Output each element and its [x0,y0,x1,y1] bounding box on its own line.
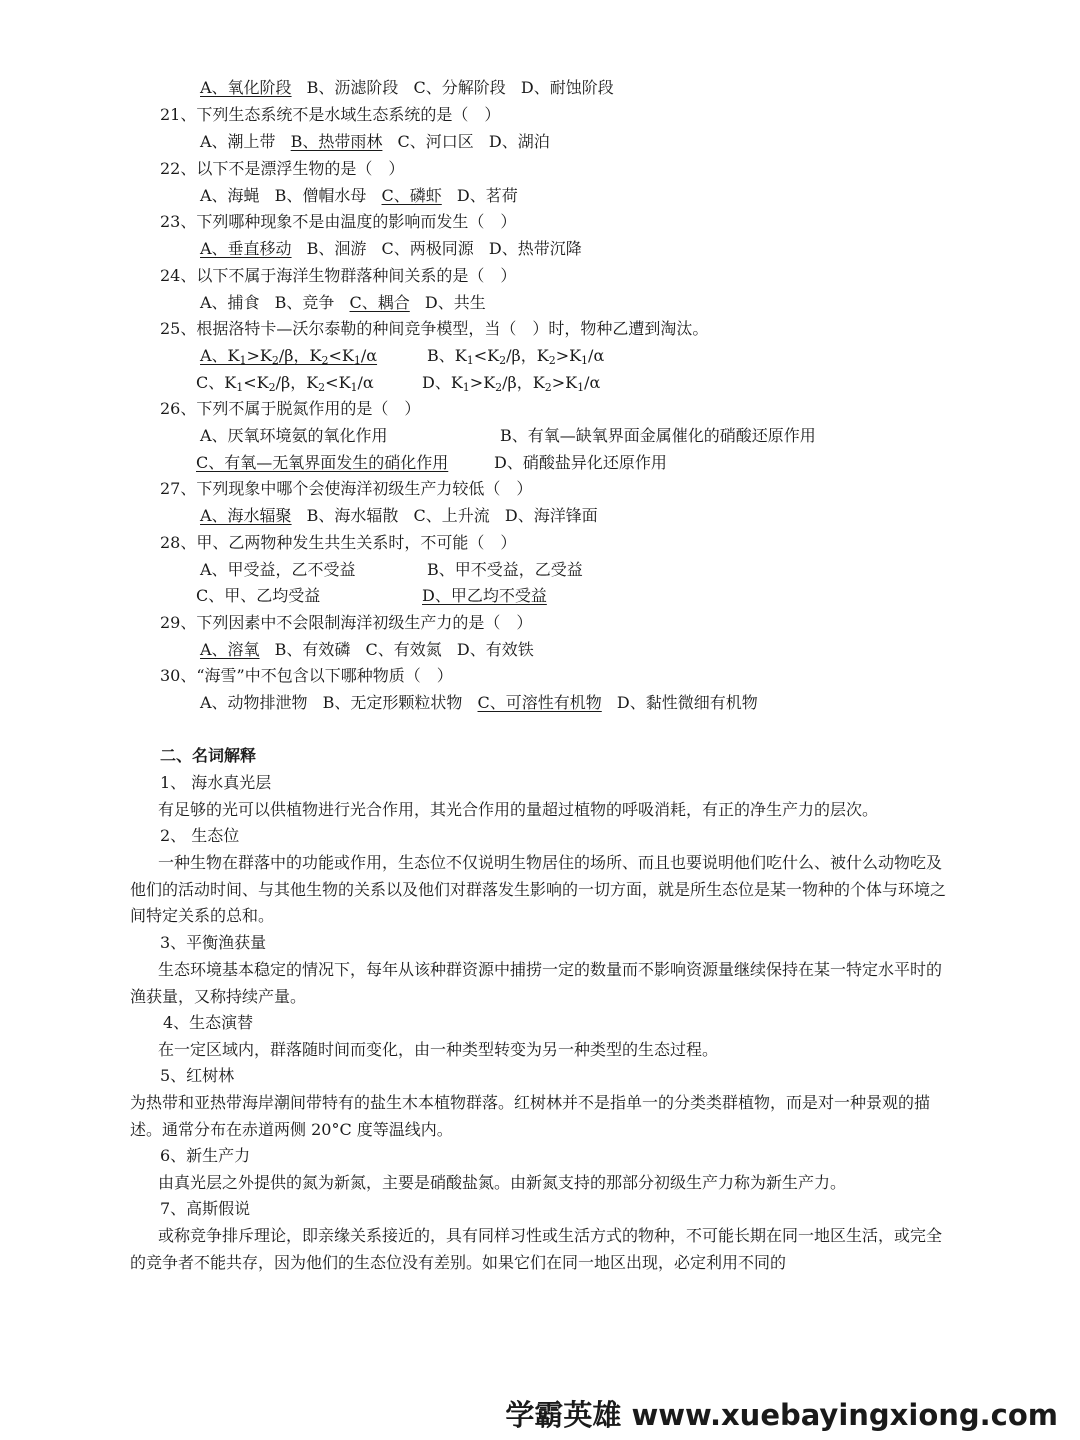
q26-option-c: C、有氧—无氧界面发生的硝化作用 [196,453,449,472]
q28-option-b: B、甲不受益，乙受益 [427,560,583,579]
q21-option-b: B、热带雨林 [290,132,383,151]
q23-options [200,238,582,260]
q20-options [200,77,614,99]
q25-option-d: D、$K_1>K_2/\beta$，$K_2>K_1/\alpha$ [422,373,601,394]
q23-option-b: B、洄游 [306,239,367,258]
term-definition: 由真光层之外提供的氮为新氮，主要是硝酸盐氮。由新氮支持的那部分初级生产力称为新生产力。 [158,1173,847,1192]
q30-option-d: D、黏性微细有机物 [616,693,758,712]
q30-option-a: A、动物排泄物 [200,693,308,712]
term-heading: 7、高斯假说 [160,1199,251,1218]
q29-option-a: A、溶氧 [200,640,260,659]
term-definition: 或称竞争排斥理论，即亲缘关系接近的，具有同样习性或生活方式的物种，不可能长期在同一地区生活，或完全的竞争者不能共存，因为他们的生态位没有差别。如果它们在同一地区出现，必定利用不同的 [130,1226,943,1272]
q27-option-d: D、海洋锋面 [504,506,598,525]
q20-option-d: D、耐蚀阶段 [520,78,614,97]
q29-option-d: D、有效铁 [456,640,534,659]
q28-option-a: A、甲受益，乙不受益 [200,560,356,579]
section-title: 二、名词解释 [160,746,257,765]
q22-option-a: A、海蝇 [200,186,260,205]
q23-option-c: C、两极同源 [381,239,474,258]
q22-options [200,185,518,207]
term-definition: 一种生物在群落中的功能或作用，生态位不仅说明生物居住的场所、而且也要说明他们吃什么、被什么动物吃及他们的活动时间、与其他生物的关系以及他们对群落发生影响的一切方面，就是所生态位是某一物种的个体与环境之间特定关系的总和。 [130,853,947,925]
term-definition: 在一定区域内，群落随时间而变化，由一种类型转变为另一种类型的生态过程。 [158,1040,719,1059]
term-heading: 3、平衡渔获量 [160,933,267,952]
q21-option-d: D、湖泊 [488,132,550,151]
q28-option-d: D、甲乙均不受益 [422,586,547,605]
q30-options [200,692,758,714]
q20-option-b: B、沥滤阶段 [306,78,399,97]
q21-option-a: A、潮上带 [200,132,276,151]
q24-option-a: A、捕食 [200,293,260,312]
q29-option-b: B、有效磷 [274,640,351,659]
q23-option-a: A、垂直移动 [200,239,292,258]
term-definition: 有足够的光可以供植物进行光合作用，其光合作用的量超过植物的呼吸消耗，有正的净生产力的层次。 [158,800,879,819]
q24-option-b: B、竞争 [274,293,335,312]
q24-option-c: C、耦合 [349,293,410,312]
q26-stem: 26、下列不属于脱氮作用的是（ ） [160,399,421,418]
q21-option-c: C、河口区 [397,132,474,151]
q26-option-a: A、厌氧环境氨的氧化作用 [200,426,388,445]
q22-option-b: B、僧帽水母 [274,186,367,205]
q25-stem: 25、根据洛特卡—沃尔泰勒的种间竞争模型，当（ ）时，物种乙遭到淘汰。 [160,319,709,338]
q21-stem: 21、下列生态系统不是水域生态系统的是（ ） [160,105,501,124]
q26-option-b: B、有氧—缺氧界面金属催化的硝酸还原作用 [500,426,816,445]
q27-option-c: C、上升流 [413,506,490,525]
q20-option-a: A、氧化阶段 [200,78,292,97]
q25-option-b: B、$K_1<K_2/\beta$，$K_2>K_1/\alpha$ [427,346,605,367]
q29-stem: 29、下列因素中不会限制海洋初级生产力的是（ ） [160,613,533,632]
q24-stem: 24、以下不属于海洋生物群落种间关系的是（ ） [160,266,517,285]
footer-brand: 学霸英雄 [505,1398,622,1432]
q27-options [200,505,598,527]
q23-stem: 23、下列哪种现象不是由温度的影响而发生（ ） [160,212,517,231]
q22-option-d: D、茗荷 [456,186,518,205]
q25-option-c: C、$K_1<K_2/\beta$，$K_2<K_1/\alpha$ [196,373,374,394]
term-definition: 生态环境基本稳定的情况下，每年从该种群资源中捕捞一定的数量而不影响资源量继续保持在某一特定水平时的渔获量，又称持续产量。 [130,960,943,1006]
q27-option-b: B、海水辐散 [306,506,399,525]
q24-option-d: D、共生 [424,293,486,312]
q27-stem: 27、下列现象中哪个会使海洋初级生产力较低（ ） [160,479,533,498]
q26-option-d: D、硝酸盐异化还原作用 [494,453,667,472]
q24-options [200,292,486,314]
q30-option-c: C、可溶性有机物 [477,693,602,712]
term-heading: 2、 生态位 [160,826,240,845]
q22-stem: 22、以下不是漂浮生物的是（ ） [160,159,405,178]
q28-option-c: C、甲、乙均受益 [196,586,321,605]
footer-url: www.xuebayingxiong.com [631,1398,1058,1432]
q23-option-d: D、热带沉降 [488,239,582,258]
q28-stem: 28、甲、乙两物种发生共生关系时，不可能（ ） [160,533,517,552]
q21-options [200,131,550,153]
q25-option-a: A、$K_1>K_2/\beta$，$K_2<K_1/\alpha$ [200,346,378,367]
term-definition: 为热带和亚热带海岸潮间带特有的盐生木本植物群落。红树林并不是指单一的分类类群植物，而是对一种景观的描述。通常分布在赤道两侧 20°C 度等温线内。 [130,1093,931,1139]
term-heading: 1、 海水真光层 [160,773,272,792]
q30-option-b: B、无定形颗粒状物 [322,693,463,712]
term-heading: 4、生态演替 [163,1013,254,1032]
q22-option-c: C、磷虾 [381,186,442,205]
q30-stem: 30、“海雪”中不包含以下哪种物质（ ） [160,666,453,685]
q29-options [200,639,534,661]
term-heading: 6、新生产力 [160,1146,251,1165]
footer-watermark [505,1393,1058,1434]
q20-option-c: C、分解阶段 [413,78,506,97]
term-heading: 5、红树林 [160,1066,235,1085]
q27-option-a: A、海水辐聚 [200,506,292,525]
q29-option-c: C、有效氮 [365,640,442,659]
